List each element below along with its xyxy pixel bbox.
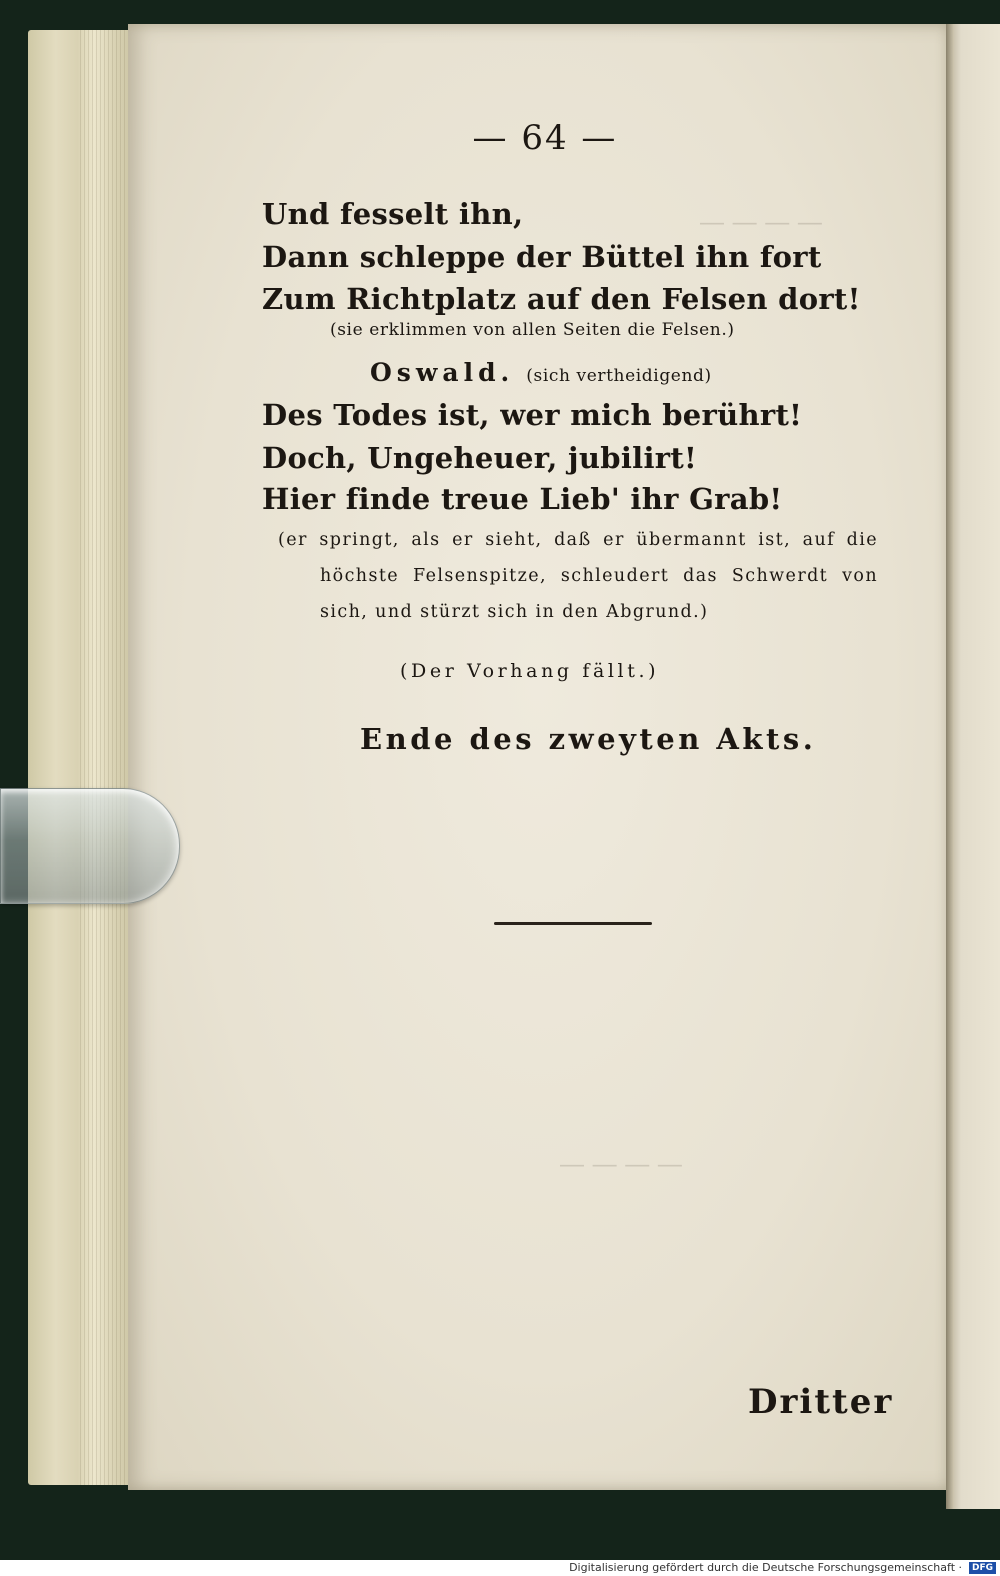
verse-line: Hier finde treue Lieb' ihr Grab! — [262, 482, 783, 516]
show-through-text: ― ― ― ― — [700, 208, 823, 236]
page-number: — 64 — — [472, 118, 618, 158]
verse-line: Des Todes ist, wer mich berührt! — [262, 398, 803, 432]
show-through-text: ― ― ― ― — [560, 1150, 683, 1178]
footer-credit: Digitalisierung gefördert durch die Deutsche Forschungsgemeinschaft · — [569, 1561, 962, 1574]
verse-line: Doch, Ungeheuer, jubilirt! — [262, 441, 698, 475]
page-clip — [0, 788, 180, 904]
speaker-direction: (sich vertheidigend) — [526, 366, 712, 386]
dfg-logo: DFG — [969, 1562, 996, 1574]
verse-line: Und fesselt ihn, — [262, 197, 524, 231]
speaker-name: Oswald. — [370, 358, 515, 387]
curtain-direction: (Der Vorhang fällt.) — [400, 660, 660, 682]
facing-page-edge — [948, 24, 1000, 1509]
book-page-edges-left — [28, 30, 138, 1485]
act-end-heading: Ende des zweyten Akts. — [360, 722, 817, 756]
stage-direction-text: (er springt, als er sieht, daß er übermannt ist, auf die höchste Felsenspitze, schleudert das Schwerdt von sich, und stürzt sich in den Abgrund.) — [278, 530, 878, 622]
catchword: Dritter — [748, 1382, 894, 1422]
divider-rule — [494, 922, 652, 925]
verse-line: Zum Richtplatz auf den Felsen dort! — [262, 282, 861, 316]
stage-direction — [278, 522, 878, 630]
stage-direction: (sie erklimmen von allen Seiten die Felsen.) — [330, 320, 735, 340]
speaker-line — [370, 358, 712, 387]
footer-bar — [0, 1560, 1000, 1576]
verse-line: Dann schleppe der Büttel ihn fort — [262, 240, 822, 274]
page-gutter — [946, 24, 954, 1509]
